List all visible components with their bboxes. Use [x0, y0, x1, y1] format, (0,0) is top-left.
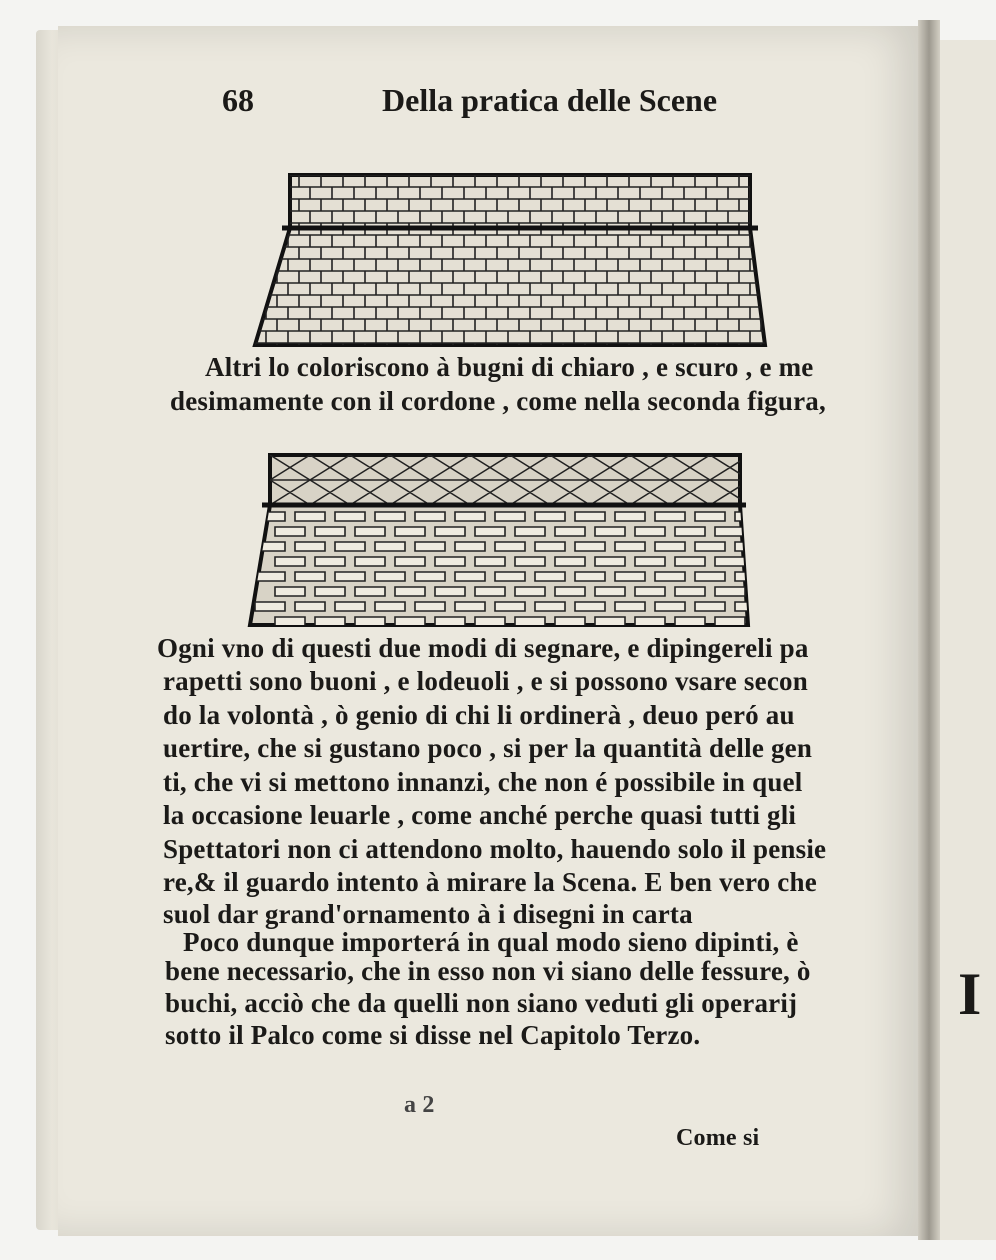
signature-mark: a 2 [404, 1092, 435, 1118]
catchword: Come si [676, 1125, 760, 1151]
body-text-line: bene necessario, che in esso non vi siano delle fessure, ò [165, 956, 811, 986]
body-text-line: rapetti sono buoni , e lodeuoli , e si possono vsare secon [163, 666, 808, 696]
caption-line: Altri lo coloriscono à bugni di chiaro , e scuro , e me [205, 352, 814, 382]
body-text-line: sotto il Palco come si disse nel Capitolo Terzo. [165, 1020, 701, 1050]
body-text-line: buchi, acciò che da quelli non siano veduti gli operarij [165, 988, 798, 1018]
body-text-line: re,& il guardo intento à mirare la Scena. E ben vero che [163, 867, 817, 897]
body-text-line: suol dar grand'ornamento à i disegni in carta [163, 899, 693, 929]
body-text-line: Ogni vno di questi due modi di segnare, e dipingereli pa [157, 633, 809, 663]
body-text-line: do la volontà , ò genio di chi li ordinerà , deuo peró au [163, 700, 795, 730]
body-text-line: Poco dunque importerá in qual modo sieno dipinti, è [183, 927, 799, 957]
body-text-line: la occasione leuarle , come anché perche quasi tutti gli [163, 800, 797, 830]
body-text-line: ti, che vi si mettono innanzi, che non é possibile in quel [163, 767, 803, 797]
body-text-line: uertire, che si gustano poco , si per la quantità delle gen [163, 733, 813, 763]
running-title: Della pratica delle Scene [382, 82, 718, 118]
caption-line: desimamente con il cordone , come nella seconda figura, [170, 386, 826, 416]
facing-page-initial: I [958, 961, 982, 1027]
body-text-line: Spettatori non ci attendono molto, hauendo solo il pensie [163, 834, 827, 864]
page-number: 68 [222, 82, 254, 118]
